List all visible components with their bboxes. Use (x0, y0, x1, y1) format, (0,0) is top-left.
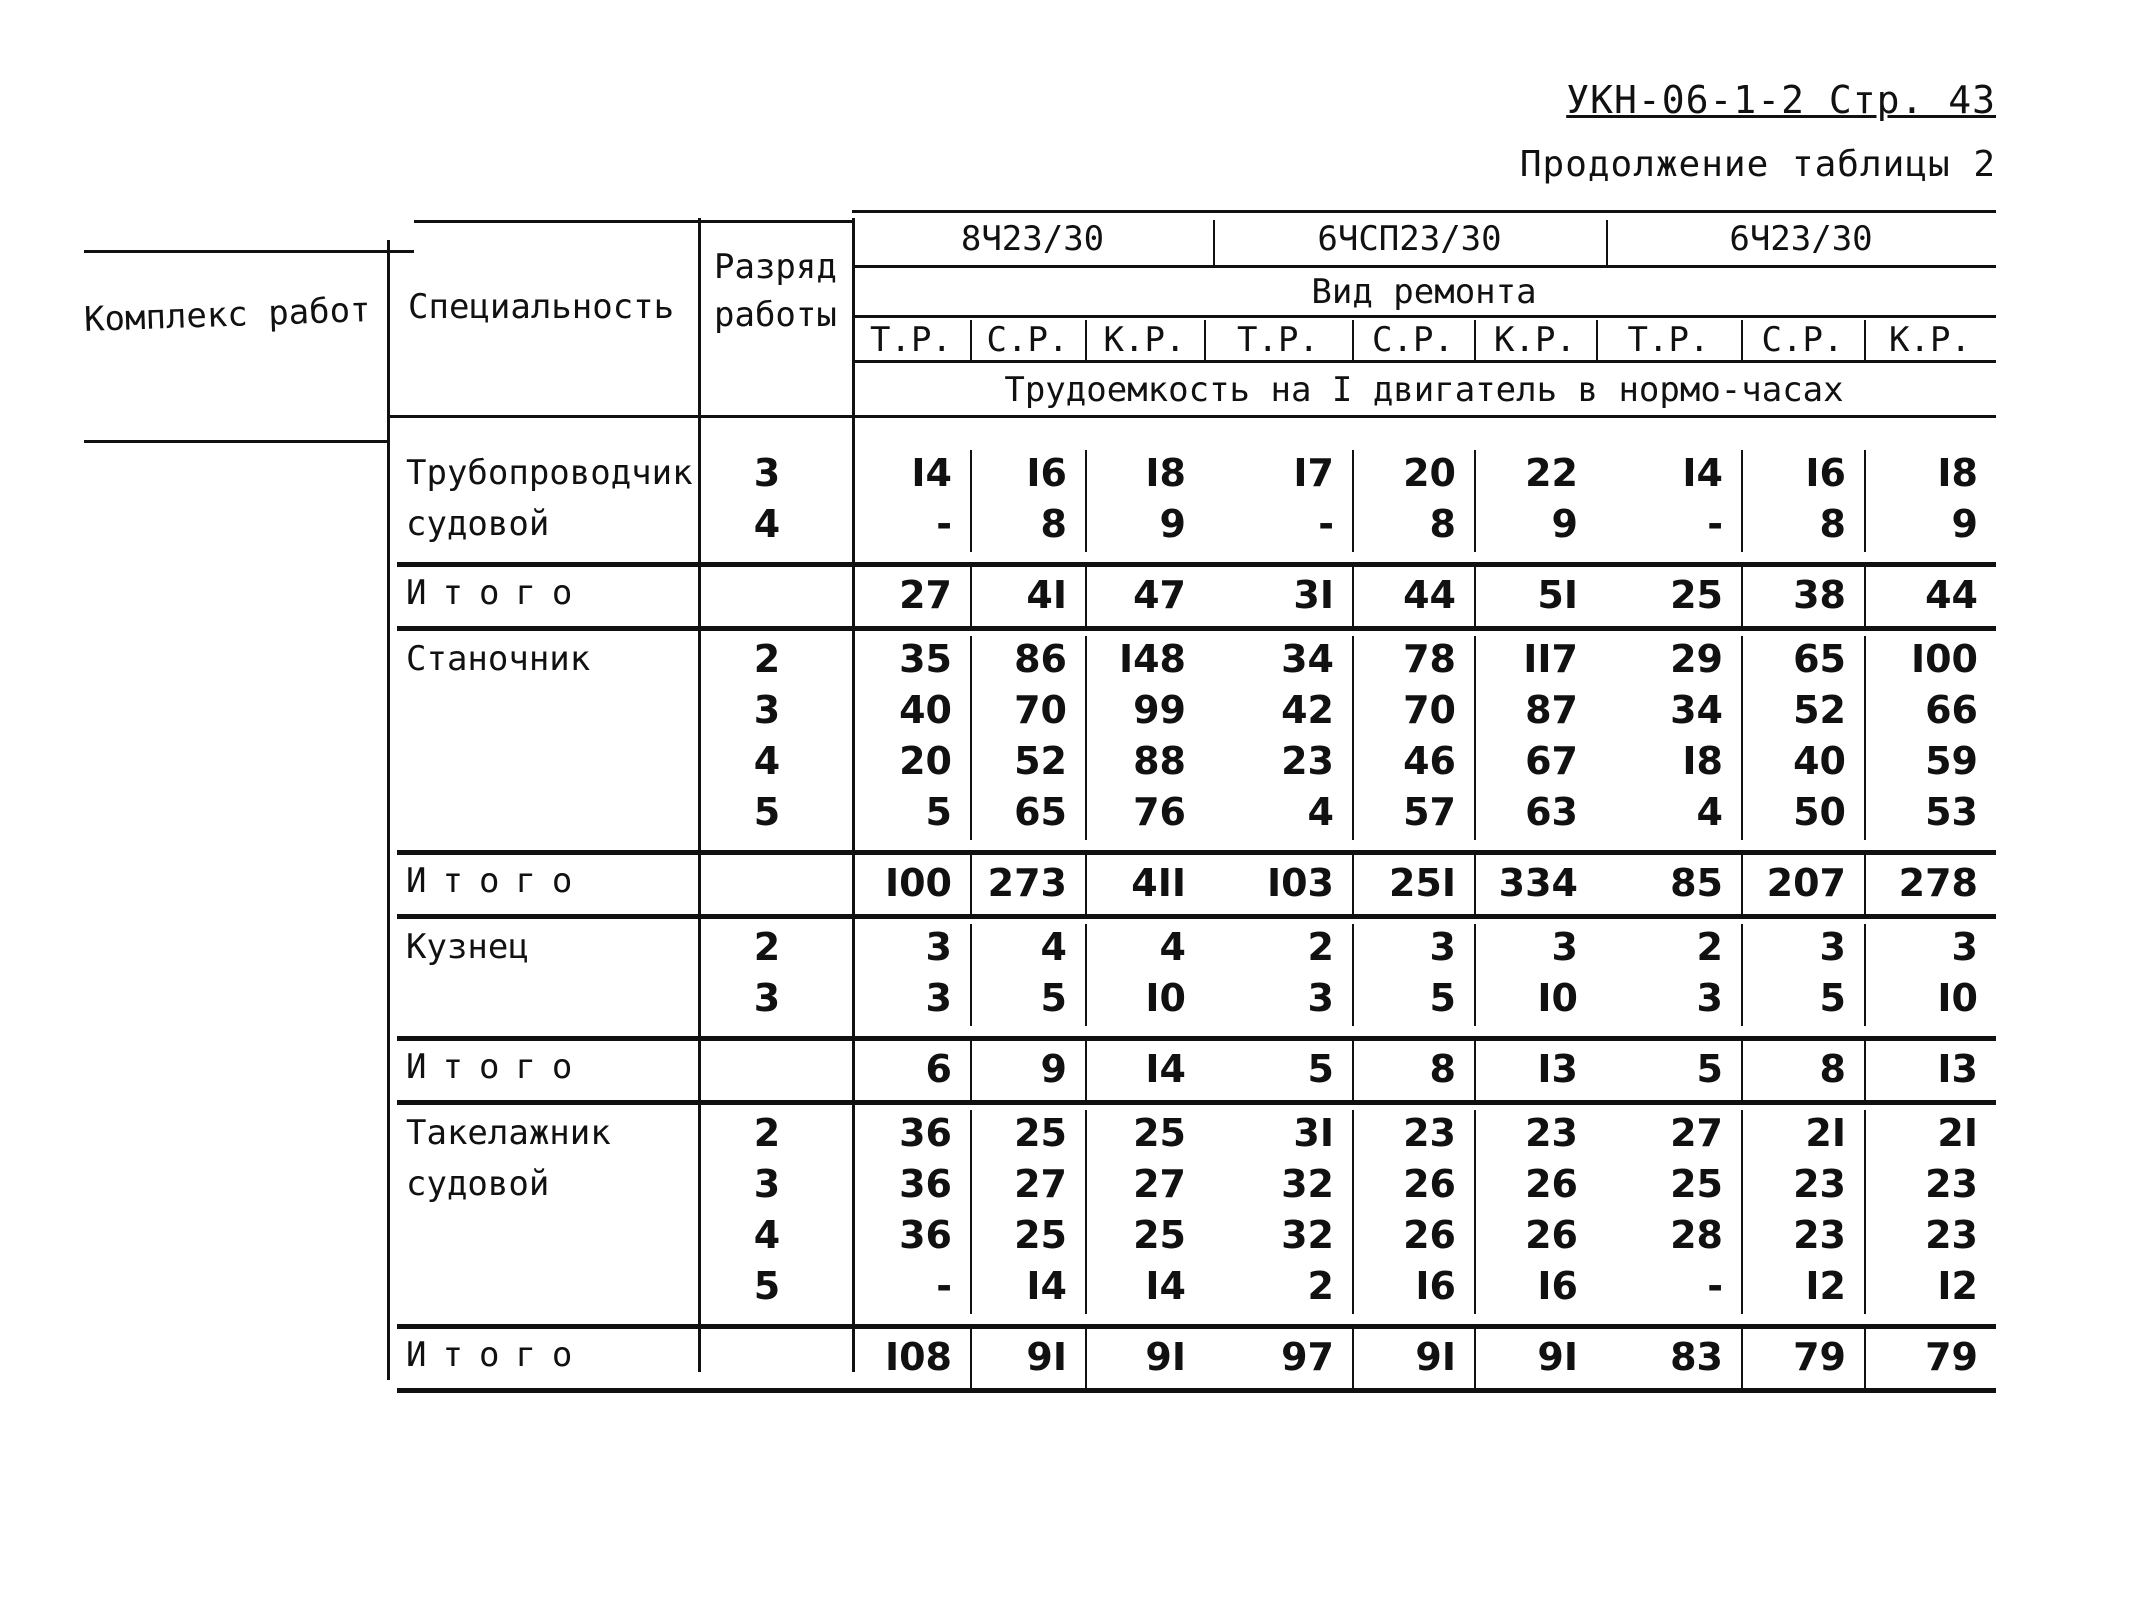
cell-divider (970, 924, 972, 1026)
table-cell: I8 (1937, 451, 1978, 495)
cell-divider (1352, 924, 1354, 1026)
total-cell: 9I (1415, 1335, 1456, 1379)
grade-cell: 3 (753, 1162, 781, 1206)
repair-type-header: Т.Р. (1237, 320, 1319, 360)
repair-types-rule (852, 360, 1996, 363)
total-label: Итого (406, 1335, 589, 1375)
table-cell: 78 (1403, 637, 1456, 681)
repair-type-divider (1352, 320, 1354, 360)
cell-divider (1474, 924, 1476, 1026)
cell-divider (970, 636, 972, 840)
table-cell: 59 (1925, 739, 1978, 783)
table-cell: I00 (1910, 637, 1978, 681)
table-cell: 4 (1307, 790, 1334, 834)
total-cell: 9I (1026, 1335, 1067, 1379)
table-cell: 3 (1819, 925, 1846, 969)
total-cell: I00 (884, 861, 952, 905)
total-cell: 6 (925, 1047, 952, 1091)
grade-cell: 5 (753, 1264, 781, 1308)
engine-row-rule (852, 265, 1996, 268)
table-cell: 3 (1551, 925, 1578, 969)
table-cell: 32 (1281, 1213, 1334, 1257)
total-cell: 25 (1670, 573, 1723, 617)
repair-type-header: С.Р. (1372, 320, 1454, 360)
total-label: Итого (406, 861, 589, 901)
table-cell: 36 (899, 1162, 952, 1206)
cell-divider (1474, 636, 1476, 840)
table-cell: 9 (1951, 502, 1978, 546)
total-cell: 79 (1925, 1335, 1978, 1379)
cell-divider (1741, 450, 1743, 552)
cell-divider (1864, 855, 1866, 914)
table-cell: I2 (1937, 1264, 1978, 1308)
table-cell: 3 (925, 976, 952, 1020)
repair-label-rule (852, 315, 1996, 318)
cell-divider (1474, 1041, 1476, 1100)
table-cell: 27 (1670, 1111, 1723, 1155)
total-cell: 3I (1293, 573, 1334, 617)
table-cell: 3 (1696, 976, 1723, 1020)
cell-divider (1864, 1110, 1866, 1314)
total-cell: 5 (1307, 1047, 1334, 1091)
table-cell: - (1707, 502, 1723, 546)
table-cell: 42 (1281, 688, 1334, 732)
total-cell: 38 (1793, 573, 1846, 617)
table-cell: 25 (1133, 1111, 1186, 1155)
table-cell: 2I (1937, 1111, 1978, 1155)
total-cell: 44 (1403, 573, 1456, 617)
repair-type-header: К.Р. (1494, 320, 1576, 360)
table-cell: I6 (1415, 1264, 1456, 1308)
table-cell: 4 (1159, 925, 1186, 969)
grade-cell: 4 (753, 1213, 781, 1257)
grade-cell: 4 (753, 502, 781, 546)
specialty-name: Такелажник (406, 1113, 611, 1153)
cell-divider (1864, 1329, 1866, 1388)
total-cell: I3 (1537, 1047, 1578, 1091)
cell-divider (1085, 855, 1087, 914)
cell-divider (1085, 1041, 1087, 1100)
table-cell: 76 (1133, 790, 1186, 834)
table-cell: 52 (1014, 739, 1067, 783)
table-cell: I4 (1026, 1264, 1067, 1308)
repair-type-divider (1474, 320, 1476, 360)
cell-divider (1474, 855, 1476, 914)
table-cell: 86 (1014, 637, 1067, 681)
cell-divider (1864, 924, 1866, 1026)
table-cell: I6 (1805, 451, 1846, 495)
engine-divider (1213, 220, 1215, 265)
total-cell: 273 (987, 861, 1067, 905)
repair-type-divider (970, 320, 972, 360)
grade-cell: 2 (753, 925, 781, 969)
table-cell: 2 (1307, 1264, 1334, 1308)
repair-type-divider (1085, 320, 1087, 360)
table-cell: 9 (1551, 502, 1578, 546)
total-cell: 334 (1498, 861, 1578, 905)
engine-header: 8Ч23/30 (960, 219, 1105, 259)
cell-divider (1741, 567, 1743, 626)
cell-divider (1085, 450, 1087, 552)
specialty-top-rule (414, 220, 852, 223)
cell-divider (970, 1329, 972, 1388)
table-cell: 23 (1793, 1162, 1846, 1206)
cell-divider (1085, 636, 1087, 840)
cell-divider (970, 450, 972, 552)
total-cell: 278 (1898, 861, 1978, 905)
complex-top-rule (84, 250, 414, 253)
total-cell: I03 (1266, 861, 1334, 905)
cell-divider (1864, 1041, 1866, 1100)
total-cell: 97 (1281, 1335, 1334, 1379)
cell-divider (970, 567, 972, 626)
specialty-name: судовой (406, 504, 550, 544)
table-cell: 36 (899, 1111, 952, 1155)
table-cell: 87 (1525, 688, 1578, 732)
table-cell: 88 (1133, 739, 1186, 783)
cell-divider (1352, 636, 1354, 840)
cell-divider (1474, 1329, 1476, 1388)
subtotal-rule (397, 562, 1996, 567)
table-cell: I0 (1937, 976, 1978, 1020)
table-cell: 34 (1281, 637, 1334, 681)
document-header-code: УКН-06-1-2 Стр. 43 (1566, 78, 1996, 122)
table-cell: I7 (1293, 451, 1334, 495)
table-cell: 67 (1525, 739, 1578, 783)
table-cell: I6 (1537, 1264, 1578, 1308)
table-cell: 26 (1403, 1162, 1456, 1206)
repair-type-header: К.Р. (1103, 320, 1186, 360)
repair-type-label: Вид ремонта (1311, 272, 1537, 312)
table-cell: 2I (1805, 1111, 1846, 1155)
table-cell: 8 (1429, 502, 1456, 546)
table-cell: 5 (1429, 976, 1456, 1020)
grade-cell: 2 (753, 637, 781, 681)
table-cell: 26 (1525, 1162, 1578, 1206)
table-cell: I48 (1118, 637, 1186, 681)
table-cell: 26 (1525, 1213, 1578, 1257)
table-cell: 20 (1403, 451, 1456, 495)
total-cell: 4II (1131, 861, 1186, 905)
repair-type-header: Т.Р. (870, 320, 952, 360)
grade-cell: 3 (753, 688, 781, 732)
subtotal-rule (397, 1036, 1996, 1041)
table-cell: - (936, 1264, 952, 1308)
total-cell: 27 (899, 573, 952, 617)
table-cell: I4 (911, 451, 952, 495)
total-cell: 79 (1793, 1335, 1846, 1379)
table-cell: 40 (1793, 739, 1846, 783)
table-cell: 53 (1925, 790, 1978, 834)
total-cell: 85 (1670, 861, 1723, 905)
total-cell: 83 (1670, 1335, 1723, 1379)
cell-divider (1741, 1329, 1743, 1388)
cell-divider (1352, 1110, 1354, 1314)
table-cell: - (1318, 502, 1334, 546)
table-cell: I8 (1145, 451, 1186, 495)
table-cell: 25 (1670, 1162, 1723, 1206)
cell-divider (1474, 1110, 1476, 1314)
table-cell: 3I (1293, 1111, 1334, 1155)
table-cell: 23 (1525, 1111, 1578, 1155)
total-label: Итого (406, 573, 589, 613)
table-cell: 27 (1133, 1162, 1186, 1206)
cell-divider (1352, 567, 1354, 626)
cell-divider (1352, 450, 1354, 552)
repair-type-divider (1596, 320, 1598, 360)
grade-divider (698, 218, 701, 1372)
total-cell: 4I (1026, 573, 1067, 617)
table-cell: 3 (1429, 925, 1456, 969)
group-rule (397, 1388, 1996, 1393)
table-cell: 8 (1819, 502, 1846, 546)
table-cell: I6 (1026, 451, 1067, 495)
cell-divider (1352, 1041, 1354, 1100)
total-cell: 9 (1040, 1047, 1067, 1091)
repair-type-divider (1864, 320, 1866, 360)
cell-divider (1352, 1329, 1354, 1388)
table-cell: 23 (1925, 1213, 1978, 1257)
table-cell: 25 (1014, 1111, 1067, 1155)
table-cell: 22 (1525, 451, 1578, 495)
cell-divider (1474, 450, 1476, 552)
cell-divider (1474, 567, 1476, 626)
engine-divider (1606, 220, 1608, 265)
table-cell: 52 (1793, 688, 1846, 732)
table-cell: 66 (1925, 688, 1978, 732)
labor-intensity-label: Трудоемкость на I двигатель в нормо-часах (1004, 370, 1844, 410)
total-cell: I3 (1937, 1047, 1978, 1091)
cell-divider (1741, 855, 1743, 914)
total-cell: 8 (1429, 1047, 1456, 1091)
total-cell: 9I (1145, 1335, 1186, 1379)
table-cell: 46 (1403, 739, 1456, 783)
cell-divider (1085, 567, 1087, 626)
cell-divider (1741, 924, 1743, 1026)
table-cell: 99 (1133, 688, 1186, 732)
total-cell: 44 (1925, 573, 1978, 617)
header-top-rule (852, 210, 1996, 213)
table-cell: 34 (1670, 688, 1723, 732)
engine-header: 6ЧСП23/30 (1317, 219, 1502, 259)
table-cell: 26 (1403, 1213, 1456, 1257)
cell-divider (970, 855, 972, 914)
table-cell: 3 (925, 925, 952, 969)
engine-header: 6Ч23/30 (1729, 219, 1873, 259)
table-cell: 70 (1403, 688, 1456, 732)
subtotal-rule (397, 1324, 1996, 1329)
total-cell: 9I (1537, 1335, 1578, 1379)
specialty-name: Трубопроводчик (406, 453, 693, 493)
table-cell: 25 (1133, 1213, 1186, 1257)
total-cell: 5 (1696, 1047, 1723, 1091)
repair-type-header: К.Р. (1889, 320, 1971, 360)
table-cell: 70 (1014, 688, 1067, 732)
table-cell: 29 (1670, 637, 1723, 681)
specialty-name: судовой (406, 1164, 550, 1204)
cell-divider (1741, 1110, 1743, 1314)
table-cell: I2 (1805, 1264, 1846, 1308)
table-cell: 23 (1403, 1111, 1456, 1155)
table-cell: 5 (1040, 976, 1067, 1020)
table-cell: 3 (1951, 925, 1978, 969)
labor-table (84, 210, 1996, 1380)
table-cell: 36 (899, 1213, 952, 1257)
total-cell: 25I (1388, 861, 1456, 905)
table-cell: 3 (1307, 976, 1334, 1020)
table-cell: 35 (899, 637, 952, 681)
table-cell: 32 (1281, 1162, 1334, 1206)
cell-divider (1864, 636, 1866, 840)
column-header-grade: работы (714, 295, 837, 335)
total-label: Итого (406, 1047, 589, 1087)
header-bottom-rule (387, 415, 1996, 418)
total-cell: I08 (884, 1335, 952, 1379)
table-cell: 63 (1525, 790, 1578, 834)
group-rule (397, 1100, 1996, 1105)
subtotal-rule (397, 850, 1996, 855)
table-cell: 65 (1014, 790, 1067, 834)
total-cell: 47 (1133, 573, 1186, 617)
table-cell: II7 (1523, 637, 1578, 681)
repair-type-divider (1204, 320, 1206, 360)
column-header-specialty: Специальность (408, 287, 675, 327)
table-cell: I4 (1145, 1264, 1186, 1308)
complex-bottom-rule (84, 440, 387, 443)
table-cell: 5 (925, 790, 952, 834)
cell-divider (1352, 855, 1354, 914)
table-cell: 2 (1696, 925, 1723, 969)
cell-divider (1741, 1041, 1743, 1100)
table-cell: - (1707, 1264, 1723, 1308)
table-cell: 23 (1793, 1213, 1846, 1257)
cell-divider (970, 1041, 972, 1100)
table-cell: - (936, 502, 952, 546)
table-cell: 9 (1159, 502, 1186, 546)
table-cell: 23 (1281, 739, 1334, 783)
table-cell: 23 (1925, 1162, 1978, 1206)
table-continuation-label: Продолжение таблицы 2 (1519, 144, 1996, 185)
table-cell: 40 (899, 688, 952, 732)
group-rule (397, 626, 1996, 631)
column-header-complex: Комплекс работ (83, 290, 372, 340)
cell-divider (1864, 567, 1866, 626)
repair-type-header: С.Р. (986, 320, 1069, 360)
table-cell: I0 (1537, 976, 1578, 1020)
table-cell: 27 (1014, 1162, 1067, 1206)
table-cell: 65 (1793, 637, 1846, 681)
table-cell: 2 (1307, 925, 1334, 969)
repair-type-header: Т.Р. (1627, 320, 1710, 360)
table-cell: 4 (1696, 790, 1723, 834)
grade-cell: 5 (753, 790, 781, 834)
table-cell: I8 (1682, 739, 1723, 783)
table-cell: 4 (1040, 925, 1067, 969)
total-cell: I4 (1145, 1047, 1186, 1091)
table-cell: 20 (899, 739, 952, 783)
table-cell: I4 (1682, 451, 1723, 495)
cell-divider (1085, 1110, 1087, 1314)
table-cell: 8 (1040, 502, 1067, 546)
grade-cell: 3 (753, 976, 781, 1020)
table-cell: 57 (1403, 790, 1456, 834)
table-cell: 5 (1819, 976, 1846, 1020)
total-cell: 5I (1537, 573, 1578, 617)
cell-divider (1085, 1329, 1087, 1388)
repair-type-header: С.Р. (1761, 320, 1844, 360)
total-cell: 8 (1819, 1047, 1846, 1091)
specialty-name: Станочник (406, 639, 591, 679)
grade-cell: 4 (753, 739, 781, 783)
group-rule (397, 914, 1996, 919)
table-cell: I0 (1145, 976, 1186, 1020)
table-cell: 50 (1793, 790, 1846, 834)
cell-divider (1864, 450, 1866, 552)
cell-divider (1741, 636, 1743, 840)
total-cell: 207 (1766, 861, 1846, 905)
table-cell: 25 (1014, 1213, 1067, 1257)
specialty-divider (387, 240, 390, 1380)
table-cell: 28 (1670, 1213, 1723, 1257)
repair-type-divider (1741, 320, 1743, 360)
column-header-grade: Разряд (714, 247, 837, 287)
grade-cell: 3 (753, 451, 781, 495)
grade-cell: 2 (753, 1111, 781, 1155)
cell-divider (970, 1110, 972, 1314)
cell-divider (1085, 924, 1087, 1026)
specialty-name: Кузнец (406, 927, 529, 967)
